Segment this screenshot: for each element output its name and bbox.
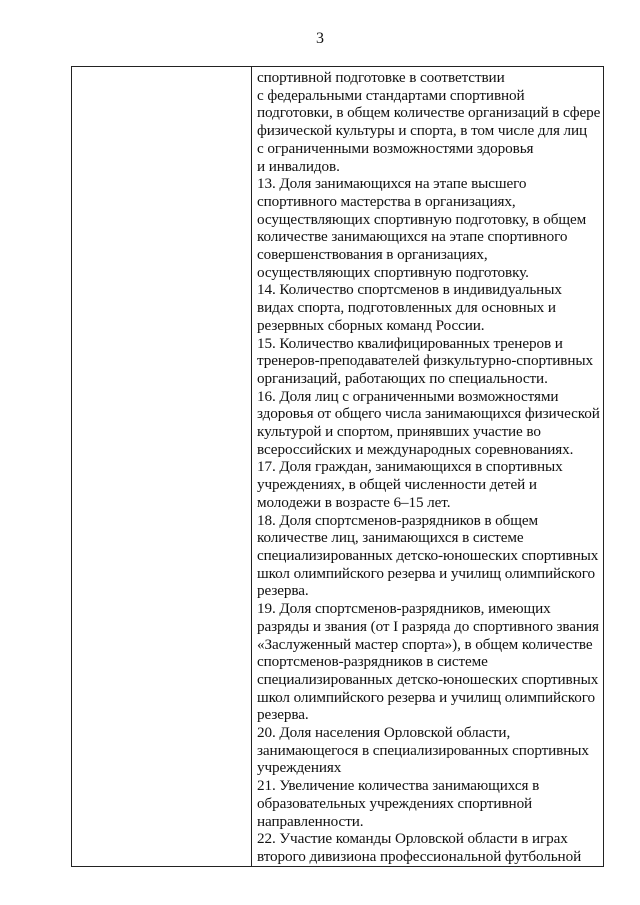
text-line: с федеральными стандартами спортивной (257, 86, 525, 104)
text-line: школ олимпийского резерва и училищ олимпийского (257, 688, 595, 706)
text-line: организаций, работающих по специальности. (257, 369, 548, 387)
document-table (71, 66, 604, 867)
text-line: спортивной подготовке в соответствии (257, 69, 505, 86)
text-line: спортсменов-разрядников в системе (257, 653, 488, 671)
table-cell-indicators (252, 67, 604, 867)
text-line: тренеров-преподавателей физкультурно-спортивных (257, 352, 594, 370)
text-line: резерва. (257, 706, 309, 724)
text-line: 22. Участие команды Орловской области в играх (257, 830, 568, 848)
text-line: 15. Количество квалифицированных тренеров и (257, 334, 563, 352)
text-line: 13. Доля занимающихся на этапе высшего (257, 175, 527, 193)
text-line: учреждениях, в общей численности детей и (257, 476, 537, 494)
text-line: 17. Доля граждан, занимающихся в спортивных (257, 458, 563, 476)
text-line: резервных сборных команд России. (257, 316, 485, 334)
text-line: учреждениях (257, 759, 342, 777)
text-line: разряды и звания (от I разряда до спортивного звания (257, 617, 599, 635)
text-line: 14. Количество спортсменов в индивидуальных (257, 281, 562, 299)
text-line: подготовки, в общем количестве организаций в сфере (257, 104, 601, 122)
indicator-text (257, 69, 603, 866)
text-line: совершенствования в организациях, (257, 246, 488, 264)
text-line: осуществляющих спортивную подготовку, в общем (257, 210, 587, 228)
text-line: количестве лиц, занимающихся в системе (257, 529, 524, 547)
text-line: 16. Доля лиц с ограниченными возможностями (257, 387, 559, 405)
text-line: спортивного мастерства в организациях, (257, 192, 516, 210)
text-line: количестве занимающихся на этапе спортивного (257, 228, 568, 246)
text-line: 19. Доля спортсменов-разрядников, имеющих (257, 600, 551, 618)
text-line: всероссийских и международных соревнованиях. (257, 440, 574, 458)
text-line: и инвалидов. (257, 157, 340, 175)
text-line: осуществляющих спортивную подготовку. (257, 263, 529, 281)
table-cell-empty (72, 67, 252, 867)
text-line: второго дивизиона профессиональной футбольной (257, 847, 582, 865)
text-line: культурой и спортом, принявших участие во (257, 423, 541, 441)
text-line: молодежи в возрасте 6–15 лет. (257, 493, 451, 511)
text-line: специализированных детско-юношеских спортивных (257, 546, 599, 564)
text-line: 21. Увеличение количества занимающихся в (257, 777, 540, 795)
text-line: образовательных учреждениях спортивной (257, 794, 533, 812)
text-line: школ олимпийского резерва и училищ олимпийского (257, 564, 595, 582)
text-line: видах спорта, подготовленных для основных и (257, 299, 556, 317)
text-line: с ограниченными возможностями здоровья (257, 139, 534, 157)
text-line: специализированных детско-юношеских спортивных (257, 670, 599, 688)
text-line: направленности. (257, 812, 364, 830)
text-line: здоровья от общего числа занимающихся физической (257, 405, 600, 423)
table-row (72, 67, 604, 867)
text-line: «Заслуженный мастер спорта»), в общем количестве (257, 635, 593, 653)
text-line: занимающегося в специализированных спортивных (257, 741, 589, 759)
text-line: резерва. (257, 582, 309, 600)
text-line: 20. Доля населения Орловской области, (257, 724, 511, 742)
page-number: 3 (316, 30, 324, 47)
text-line: физической культуры и спорта, в том числе для лиц (257, 122, 588, 140)
text-line: 18. Доля спортсменов-разрядников в общем (257, 511, 539, 529)
